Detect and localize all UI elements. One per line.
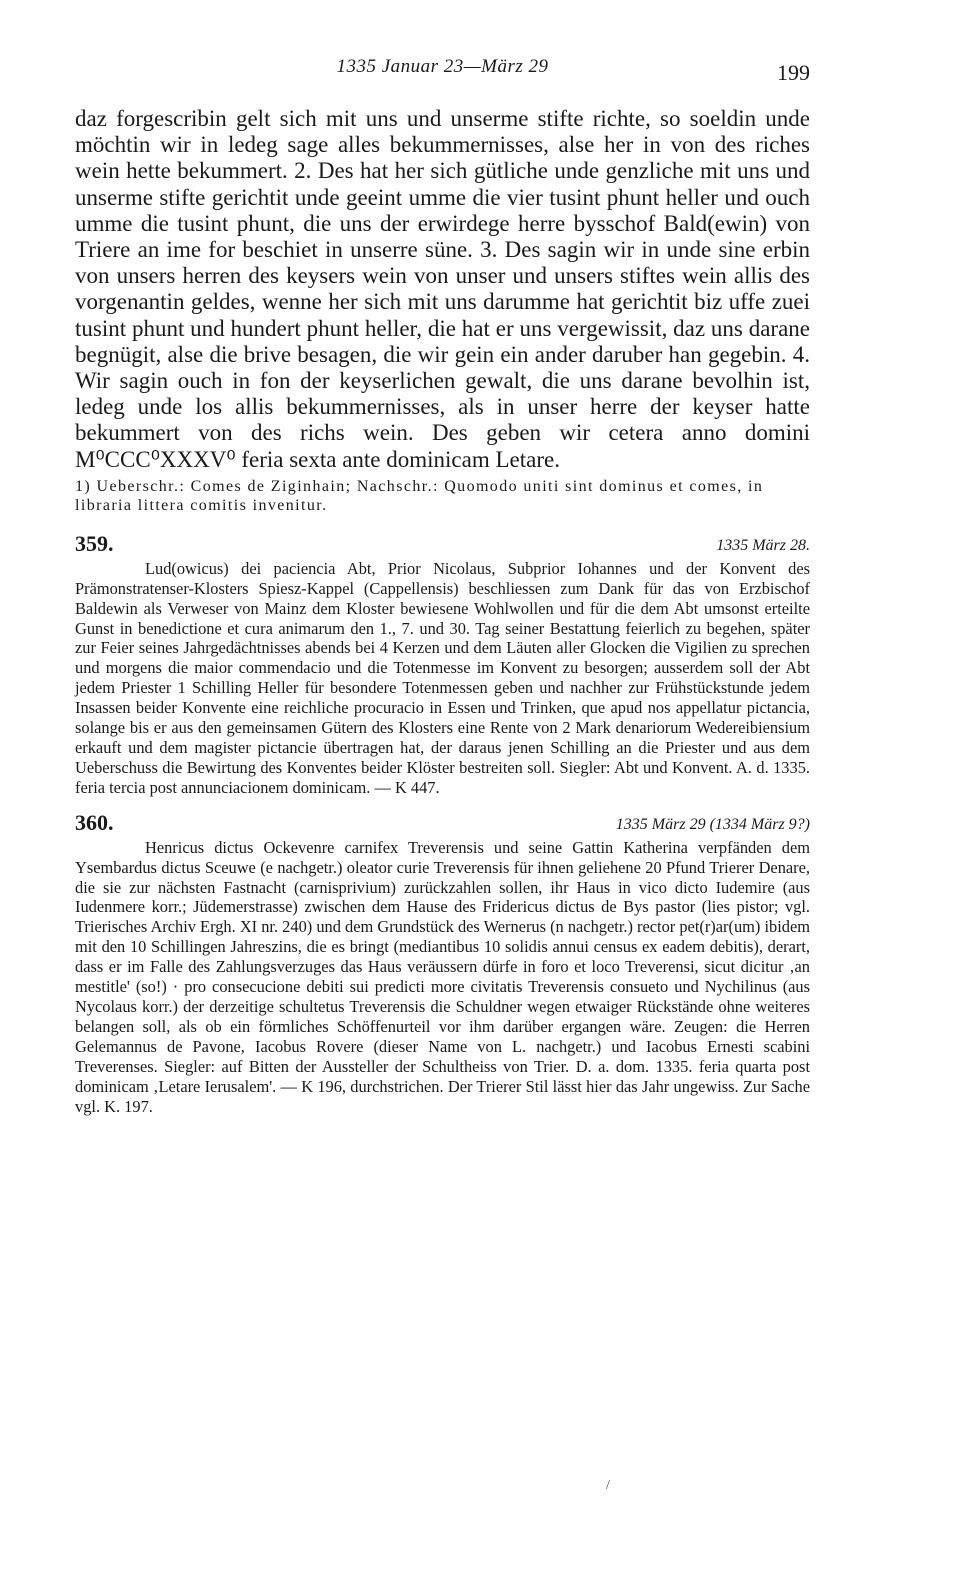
main-text-paragraph: daz forgescribin gelt sich mit uns und unserme stifte richte, so soeldin unde möchtin wir in ledeg sage alles bekummernisses, alse her in von des riches wein hette bekummert. 2. Des hat her sich gütliche unde genzliche mit uns und unserme stifte gerichtit unde geeint umme die vier tusint phunt heller und ouch umme die tusint phunt, die uns der erwirdege herre bysschof Bald(ewin) von Triere an ime for beschiet in unserre süne. 3. Des sagin wir in unde sine erbin von unsers herren des keysers wein von unser und unsers stiftes wein allis des vorgenantin geldes, wenne her sich mit uns darumme hat gerichtit biz uffe zuei tusint phunt und hundert phunt heller, die hat er uns vergewissit, daz uns darane begnügit, alse die brive besagen, die wir gein ein ander daruber han gegebin. 4. Wir sagin ouch in fon der keyserlichen gewalt, die uns darane bevolhin ist, ledeg unde los allis bekummernisses, als in unser herre der keyser hatte bekummert von des richs wein. Des geben wir cetera anno domini M⁰CCC⁰XXXV⁰ feria sexta ante dominicam Letare.: [75, 106, 810, 472]
footnote: 1) Ueberschr.: Comes de Ziginhain; Nachschr.: Quomodo uniti sint dominus et comes, in libraria littera comitis invenitur.: [75, 477, 764, 514]
entry-date: 1335 März 28.: [716, 536, 810, 554]
running-title: 1335 Januar 23—März 29: [336, 56, 549, 77]
entry-header: [75, 531, 810, 559]
main-text-block: [75, 106, 810, 473]
entry-body: [75, 559, 810, 798]
entry-360: [75, 810, 810, 1117]
entry-number: 360.: [75, 809, 114, 835]
entry-number: 359.: [75, 530, 114, 556]
entry-date: 1335 März 29 (1334 März 9?): [615, 815, 810, 833]
page-number: 199: [777, 60, 810, 85]
entry-text: Henricus dictus Ockevenre carnifex Treverensis und seine Gattin Katherina verpfänden dem Ysembardus dictus Sceuwe (e nachgetr.) oleator curie Treverensis für ihnen geliehene 20 Pfund Trierer Denare, die sie zur nächsten Fastnacht (carnisprivium) zurückzahlen sollen, ihr Haus in vico dicto Iudemire (aus Iudenmere korr.; Jüdemerstrasse) zwischen dem Hause des Fridericus dictus de Bys pastor (lies pistor; vgl. Trierisches Archiv Ergh. XI nr. 240) und dem Grundstück des Wernerus (n nachgetr.) rector pet(r)ar(um) ibidem mit den 10 Schillingen Jahreszins, die es bringt (mediantibus 10 solidis annui census ex eadem debitis), derart, dass er im Falle des Zahlungsverzuges das Haus veräussern dürfe in foro et loco Treverensi, sicut dicitur ‚an mestitle' (so!) · pro consecucione debiti sui predicti more civitatis Treverensis consueto und Nychilinus (aus Nycolaus korr.) der derzeitige schultetus Treverensis die Schuldner wegen etwaiger Rückstände ohne weiteres belangen soll, als ob ein förmliches Schöffenurteil vor ihm darüber ergangen wäre. Zeugen: die Herren Gelemannus de Pavone, Iacobus Rovere (dieser Name von L. nachgetr.) und Iacobus Ernesti scabini Treverenses. Siegler: auf Bitten der Aussteller der Schultheiss von Trier. D. a. dom. 1335. feria quarta post dominicam ‚Letare Ierusalem'. — K 196, durchstrichen. Der Trierer Stil lässt hier das Jahr ungewiss. Zur Sache vgl. K. 197.: [75, 837, 810, 1116]
entry-text: Lud(owicus) dei paciencia Abt, Prior Nicolaus, Subprior Iohannes und der Konvent des Prämonstratenser-Klosters Spiesz-Kappel (Cappellensis) beschliessen zum Dank für das von Erzbischof Baldewin als Verweser von Mainz dem Kloster bewiesene Wohlwollen und für die dem Abt umsonst erteilte Gunst in benedictione et cura animarum den 1., 7. und 30. Tag seiner Bestattung feierlich zu begehen, später zur Feier seines Jahrgedächtnisses abends bei 4 Kerzen und dem Läuten aller Glocken die Vigilien zu sprechen und morgens die maior commendacio und die Totenmesse im Konvent zu besorgen; ausserdem soll der Abt jedem Priester 1 Schilling Heller für besondere Totenmessen geben und nachher zur Frühstückstunde jedem Insassen beider Konvente eine reichliche procuracio in Essen und Trinken, que apud nos appellatur pictancia, solange bis er aus den gemeinsamen Gütern des Klosters eine Rente von 2 Mark denariorum Wedereibiensium erkauft und dem magister pictancie übertragen hat, der daraus jenen Schilling an die Priester und aus dem Ueberschuss die Bewirtung des Konventes beider Klöster bestreiten soll. Siegler: Abt und Konvent. A. d. 1335. feria tercia post annunciacionem dominicam. — K 447.: [75, 558, 810, 797]
entry-body: [75, 838, 810, 1117]
stray-mark: /: [606, 1478, 610, 1493]
document-page: [75, 56, 810, 1116]
page-header: [75, 56, 810, 92]
entry-359: [75, 531, 810, 798]
entry-header: [75, 810, 810, 838]
